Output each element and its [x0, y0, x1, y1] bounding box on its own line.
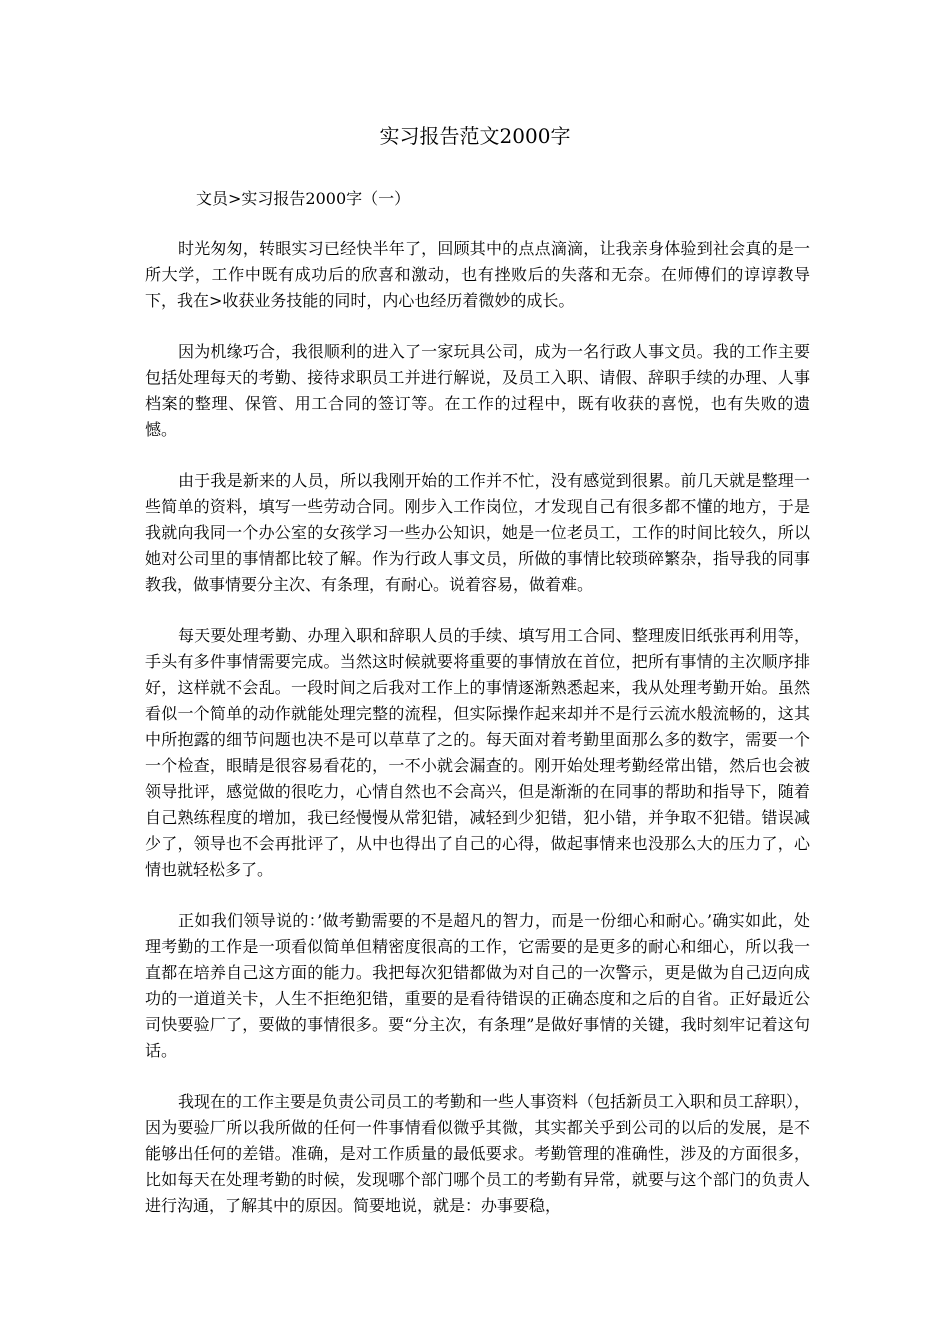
section-subtitle: 文员>实习报告2000字（一）	[196, 189, 411, 208]
paragraph: 每天要处理考勤、办理入职和辞职人员的手续、填写用工合同、整理废旧纸张再利用等，手头有多件事情需要完成。当然这时候就要将重要的事情放在首位，把所有事情的主次顺序排好，这样就不会乱。一段时间之后我对工作上的事情逐渐熟悉起来，我从处理考勤开始。虽然看似一个简单的动作就能处理完整的流程，但实际操作起来却并不是行云流水般流畅的，这其中所抱露的细节问题也决不是可以草草了之的。每天面对着考勤里面那么多的数字，需要一个一个检查，眼睛是很容易看花的，一不小就会漏查的。刚开始处理考勤经常出错，然后也会被领导批评，感觉做的很吃力，心情自然也不会高兴，但是渐渐的在同事的帮助和指导下，随着自己熟练程度的增加，我已经慢慢从常犯错，减轻到少犯错，犯小错，并争取不犯错。错误减少了，领导也不会再批评了，从中也得出了自己的心得，做起事情来也没那么大的压力了，心情也就轻松多了。	[145, 626, 810, 879]
paragraph: 正如我们领导说的：’做考勤需要的不是超凡的智力，而是一份细心和耐心。’确实如此，处理考勤的工作是一项看似简单但精密度很高的工作，它需要的是更多的耐心和细心，所以我一直都在培养自己这方面的能力。我把每次犯错都做为对自己的一次警示，更是做为自己迈向成功的一道道关卡，人生不拒绝犯错，重要的是看待错误的正确态度和之后的自省。正好最近公司快要验厂了，要做的事情很多。要“分主次，有条理”是做好事情的关键，我时刻牢记着这句话。	[145, 911, 810, 1060]
paragraph: 由于我是新来的人员，所以我刚开始的工作并不忙，没有感觉到很累。前几天就是整理一些简单的资料，填写一些劳动合同。刚步入工作岗位，才发现自己有很多都不懂的地方，于是我就向我同一个办公室的女孩学习一些办公知识，她是一位老员工，工作的时间比较久，所以她对公司里的事情都比较了解。作为行政人事文员，所做的事情比较琐碎繁杂，指导我的同事教我，做事情要分主次、有条理，有耐心。说着容易，做着难。	[145, 471, 810, 594]
paragraph: 时光匆匆，转眼实习已经快半年了，回顾其中的点点滴滴，让我亲身体验到社会真的是一所大学，工作中既有成功后的欣喜和激动，也有挫败后的失落和无奈。在师傅们的谆谆教导下，我在>收获业务技能的同时，内心也经历着微妙的成长。	[145, 239, 810, 310]
paragraph: 我现在的工作主要是负责公司员工的考勤和一些人事资料（包括新员工入职和员工辞职），因为要验厂所以我所做的任何一件事情看似微乎其微，其实都关乎到公司的以后的发展，是不能够出任何的差错。准确，是对工作质量的最低要求。考勤管理的准确性，涉及的方面很多，比如每天在处理考勤的时候，发现哪个部门哪个员工的考勤有异常，就要与这个部门的负责人进行沟通，了解其中的原因。简要地说，就是：办事要稳，	[145, 1092, 811, 1215]
paragraph: 因为机缘巧合，我很顺利的进入了一家玩具公司，成为一名行政人事文员。我的工作主要包括处理每天的考勤、接待求职员工并进行解说，及员工入职、请假、辞职手续的办理、人事档案的整理、保管、用工合同的签订等。在工作的过程中，既有收获的喜悦，也有失败的遗憾。	[145, 342, 810, 439]
document-body	[145, 236, 810, 1244]
document-title: 实习报告范文2000字	[379, 124, 571, 148]
